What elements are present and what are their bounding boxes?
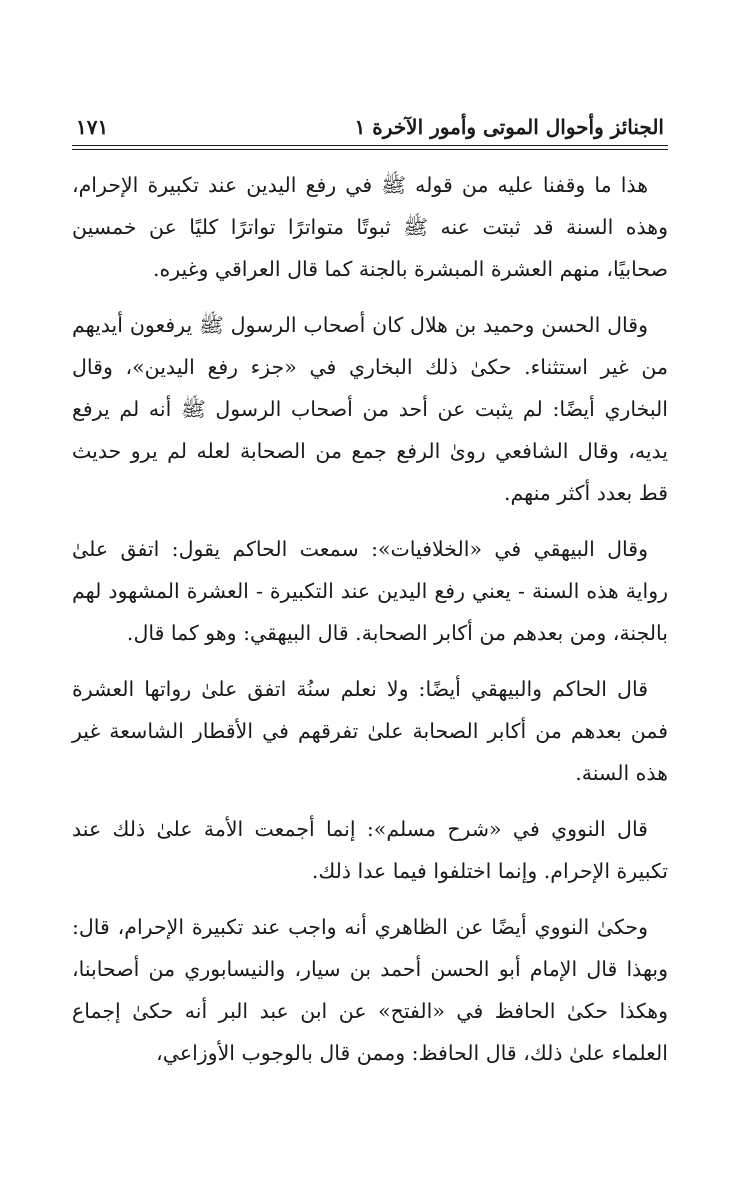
body-text xyxy=(72,164,668,1074)
paragraph: هذا ما وقفنا عليه من قوله ﷺ في رفع اليدين عند تكبيرة الإحرام، وهذه السنة قد ثبتت عنه ﷺ ثبوتًا متواترًا تواترًا كليًا عن خمسين صحابيًا، منهم العشرة المبشرة بالجنة كما قال العراقي وغيره. xyxy=(72,173,668,281)
running-header xyxy=(72,95,668,139)
paragraph: وقال البيهقي في «الخلافيات»: سمعت الحاكم يقول: اتفق علىٰ رواية هذه السنة - يعني رفع اليدين عند التكبيرة - العشرة المشهود لهم بالجنة، ومن بعدهم من أكابر الصحابة. قال البيهقي: وهو كما قال. xyxy=(72,537,668,645)
header-rule-thin xyxy=(72,149,668,150)
book-page xyxy=(72,95,668,1088)
paragraph: وقال الحسن وحميد بن هلال كان أصحاب الرسول ﷺ يرفعون أيديهم من غير استثناء. حكىٰ ذلك البخاري في «جزء رفع اليدين»، وقال البخاري أيضًا: لم يثبت عن أحد من أصحاب الرسول ﷺ أنه لم يرفع يديه، وقال الشافعي روىٰ الرفع جمع من الصحابة لعله لم يرو حديث قط بعدد أكثر منهم. xyxy=(72,313,668,505)
page-number: ١٧١ xyxy=(76,115,109,139)
header-rule-thick xyxy=(72,145,668,146)
paragraph: قال الحاكم والبيهقي أيضًا: ولا نعلم سنُة اتفق علىٰ رواتها العشرة فمن بعدهم من أكابر الصحابة علىٰ تفرقهم في الأقطار الشاسعة غير هذه السنة. xyxy=(72,677,668,785)
paragraph: قال النووي في «شرح مسلم»: إنما أجمعت الأمة علىٰ ذلك عند تكبيرة الإحرام. وإنما اختلفوا فيما عدا ذلك. xyxy=(72,817,668,883)
paragraph: وحكىٰ النووي أيضًا عن الظاهري أنه واجب عند تكبيرة الإحرام، قال: وبهذا قال الإمام أبو الحسن أحمد بن سيار، والنيسابوري من أصحابنا، وهكذا حكىٰ الحافظ في «الفتح» عن ابن عبد البر أنه حكىٰ إجماع العلماء علىٰ ذلك، قال الحافظ: وممن قال بالوجوب الأوزاعي، xyxy=(72,915,668,1065)
running-title: الجنائز وأحوال الموتى وأمور الآخرة ١ xyxy=(354,115,664,139)
